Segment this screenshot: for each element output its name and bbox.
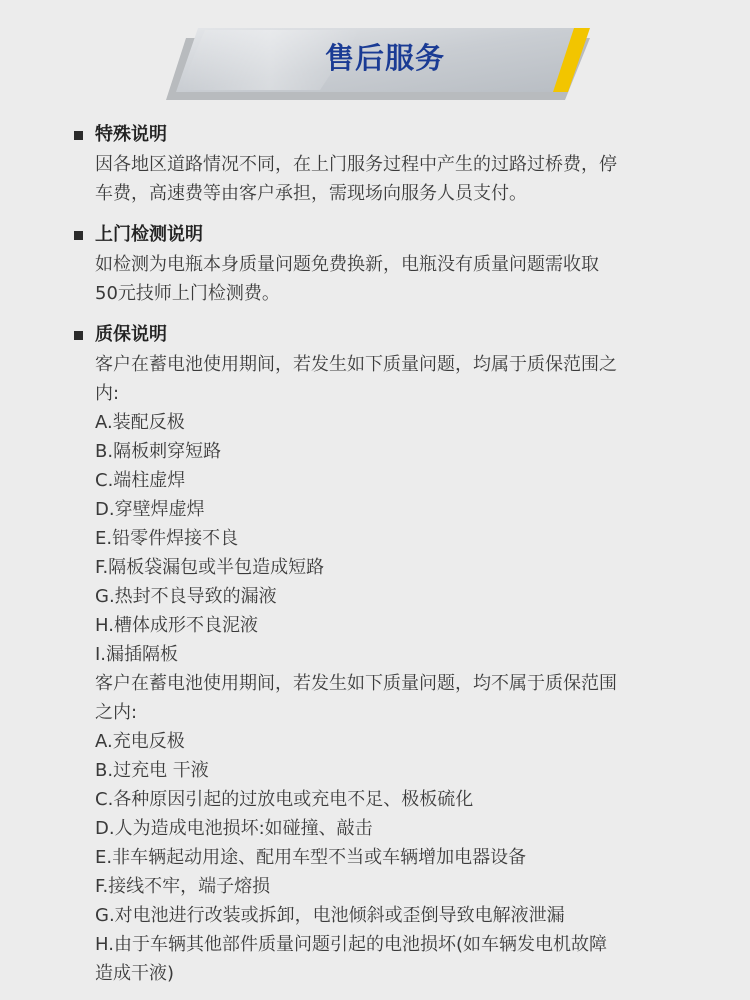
section-body xyxy=(74,250,694,308)
text-line: 因各地区道路情况不同，在上门服务过程中产生的过路过桥费，停 xyxy=(95,154,617,175)
section-header xyxy=(74,320,694,350)
section-title: 质保说明 xyxy=(95,324,167,345)
list-item: F.接线不牢，端子熔损 xyxy=(95,876,271,897)
section-body xyxy=(74,350,694,988)
list-item: I.漏插隔板 xyxy=(95,644,179,665)
list-item: C.各种原因引起的过放电或充电不足、极板硫化 xyxy=(95,789,474,810)
section-header xyxy=(74,220,694,250)
list-item: E.非车辆起动用途、配用车型不当或车辆增加电器设备 xyxy=(95,847,527,868)
section-body xyxy=(74,150,694,208)
list-item: F.隔板袋漏包或半包造成短路 xyxy=(95,557,325,578)
page-title: 售后服务 xyxy=(324,41,445,75)
text-line: 车费，高速费等由客户承担，需现场向服务人员支付。 xyxy=(95,183,527,204)
square-bullet-icon xyxy=(74,131,83,140)
list-item: H.由于车辆其他部件质量问题引起的电池损坏(如车辆发电机故障 xyxy=(95,934,607,955)
section-title: 上门检测说明 xyxy=(95,224,203,245)
list-item: D.穿壁焊虚焊 xyxy=(95,499,205,520)
list-item: C.端柱虚焊 xyxy=(95,470,186,491)
section-special-notes xyxy=(74,120,694,208)
section-title: 特殊说明 xyxy=(95,124,167,145)
list-item: B.隔板刺穿短路 xyxy=(95,441,222,462)
text-line: 客户在蓄电池使用期间，若发生如下质量问题，均不属于质保范围 xyxy=(95,673,617,694)
content-area xyxy=(74,120,694,1000)
text-line: 50元技师上门检测费。 xyxy=(95,283,280,304)
text-line: 造成干液) xyxy=(95,963,175,984)
list-item: E.铅零件焊接不良 xyxy=(95,528,239,549)
section-warranty xyxy=(74,320,694,988)
list-item: D.人为造成电池损坏:如碰撞、敲击 xyxy=(95,818,373,839)
text-line: 之内: xyxy=(95,702,138,723)
text-line: 内: xyxy=(95,383,120,404)
text-line: 客户在蓄电池使用期间，若发生如下质量问题，均属于质保范围之 xyxy=(95,354,617,375)
list-item: A.充电反极 xyxy=(95,731,185,752)
list-item: A.装配反极 xyxy=(95,412,185,433)
square-bullet-icon xyxy=(74,231,83,240)
list-item: B.过充电 干液 xyxy=(95,760,209,781)
square-bullet-icon xyxy=(74,331,83,340)
section-header xyxy=(74,120,694,150)
list-item: G.热封不良导致的漏液 xyxy=(95,586,277,607)
header-banner xyxy=(0,0,750,100)
text-line: 如检测为电瓶本身质量问题免费换新，电瓶没有质量问题需收取 xyxy=(95,254,599,275)
list-item: H.槽体成形不良泥液 xyxy=(95,615,258,636)
section-onsite-inspection xyxy=(74,220,694,308)
list-item: G.对电池进行改装或拆卸，电池倾斜或歪倒导致电解液泄漏 xyxy=(95,905,565,926)
